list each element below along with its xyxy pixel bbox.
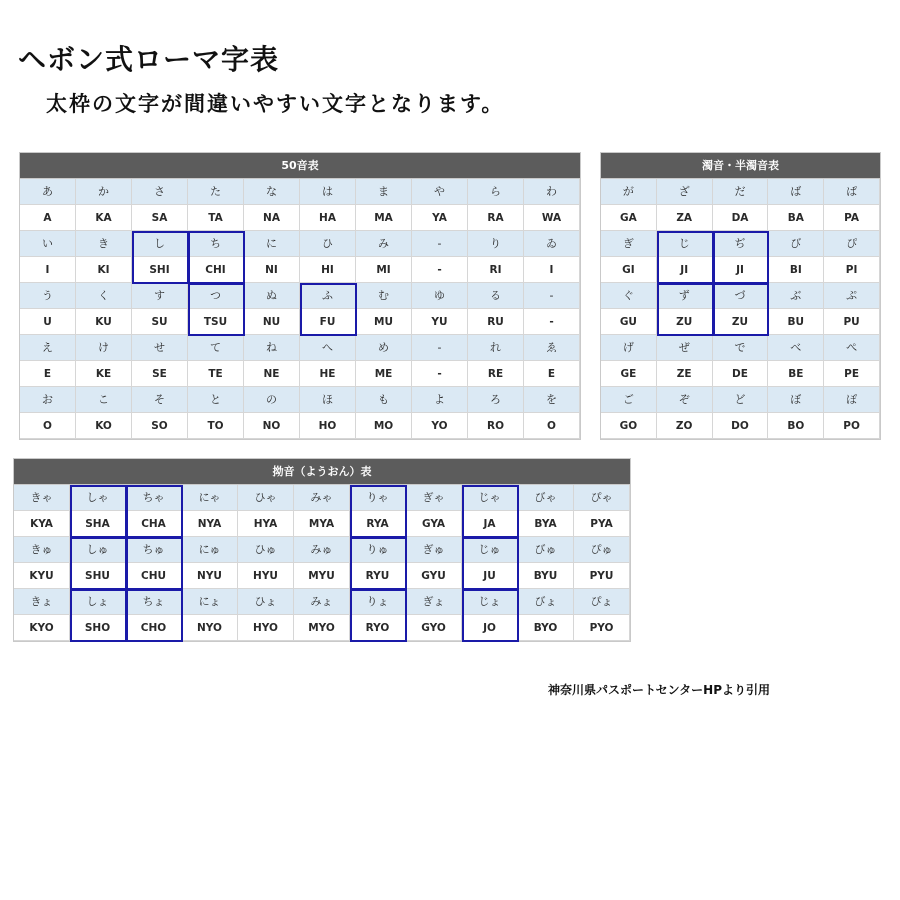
dakuon-romaji-cell: ZE [657, 361, 713, 387]
youon-kana-cell: ひゃ [238, 485, 294, 511]
youon-romaji-cell: HYA [238, 511, 294, 537]
gojuon-kana-cell: り [468, 231, 524, 257]
youon-kana-cell: びゃ [518, 485, 574, 511]
youon-romaji-cell: KYU [14, 563, 70, 589]
gojuon-kana-cell: ま [356, 179, 412, 205]
gojuon-kana-cell: ろ [468, 387, 524, 413]
source-citation: 神奈川県パスポートセンターHPより引用 [548, 683, 770, 697]
gojuon-romaji-cell: SHI [132, 257, 188, 283]
gojuon-romaji-cell: A [20, 205, 76, 231]
dakuon-table [600, 152, 881, 440]
youon-kana-cell: ぴゅ [574, 537, 630, 563]
dakuon-romaji-cell: BE [768, 361, 824, 387]
gojuon-kana-cell: か [76, 179, 132, 205]
gojuon-kana-cell: む [356, 283, 412, 309]
gojuon-romaji-cell: SU [132, 309, 188, 335]
gojuon-romaji-cell: WA [524, 205, 580, 231]
youon-romaji-cell: BYU [518, 563, 574, 589]
dakuon-romaji-cell: JI [657, 257, 713, 283]
dakuon-kana-cell: ず [657, 283, 713, 309]
youon-kana-cell: にゅ [182, 537, 238, 563]
gojuon-romaji-cell: NA [244, 205, 300, 231]
dakuon-kana-cell: ぷ [824, 283, 880, 309]
youon-romaji-cell: GYO [406, 615, 462, 641]
page-subtitle: 太枠の文字が間違いやすい文字となります。 [46, 92, 505, 116]
dakuon-romaji-cell: DA [713, 205, 769, 231]
dakuon-kana-cell: げ [601, 335, 657, 361]
dakuon-romaji-cell: PA [824, 205, 880, 231]
gojuon-romaji-cell: ME [356, 361, 412, 387]
gojuon-romaji-cell: HO [300, 413, 356, 439]
page-title: ヘボン式ローマ字表 [18, 43, 280, 76]
youon-romaji-cell: MYA [294, 511, 350, 537]
gojuon-romaji-cell: NO [244, 413, 300, 439]
dakuon-kana-cell: ぴ [824, 231, 880, 257]
gojuon-kana-cell: つ [188, 283, 244, 309]
youon-kana-cell: ぎょ [406, 589, 462, 615]
gojuon-romaji-cell: MO [356, 413, 412, 439]
youon-romaji-cell: BYO [518, 615, 574, 641]
youon-romaji-cell: PYA [574, 511, 630, 537]
gojuon-kana-cell: ぬ [244, 283, 300, 309]
gojuon-romaji-cell: U [20, 309, 76, 335]
gojuon-romaji-cell: HI [300, 257, 356, 283]
gojuon-kana-cell: た [188, 179, 244, 205]
youon-kana-cell: ちゃ [126, 485, 182, 511]
youon-romaji-cell: KYO [14, 615, 70, 641]
youon-kana-cell: ぴょ [574, 589, 630, 615]
gojuon-romaji-cell: I [524, 257, 580, 283]
gojuon-romaji-cell: MA [356, 205, 412, 231]
gojuon-romaji-cell: FU [300, 309, 356, 335]
youon-romaji-cell: CHA [126, 511, 182, 537]
gojuon-romaji-cell: E [20, 361, 76, 387]
gojuon-kana-cell: て [188, 335, 244, 361]
youon-romaji-cell: NYU [182, 563, 238, 589]
youon-romaji-cell: PYO [574, 615, 630, 641]
gojuon-romaji-cell: TO [188, 413, 244, 439]
dakuon-romaji-cell: ZO [657, 413, 713, 439]
youon-kana-cell: きょ [14, 589, 70, 615]
gojuon-romaji-cell: TSU [188, 309, 244, 335]
gojuon-romaji-cell: I [20, 257, 76, 283]
youon-kana-cell: にゃ [182, 485, 238, 511]
dakuon-kana-cell: ど [713, 387, 769, 413]
dakuon-romaji-cell: PU [824, 309, 880, 335]
gojuon-romaji-cell: RU [468, 309, 524, 335]
gojuon-romaji-cell: YO [412, 413, 468, 439]
gojuon-romaji-cell: KI [76, 257, 132, 283]
dakuon-kana-cell: ざ [657, 179, 713, 205]
dakuon-romaji-cell: PE [824, 361, 880, 387]
gojuon-romaji-cell: E [524, 361, 580, 387]
youon-romaji-cell: SHA [70, 511, 126, 537]
dakuon-kana-cell: が [601, 179, 657, 205]
youon-romaji-cell: JO [462, 615, 518, 641]
youon-romaji-cell: SHO [70, 615, 126, 641]
gojuon-romaji-cell: TE [188, 361, 244, 387]
youon-romaji-cell: GYU [406, 563, 462, 589]
gojuon-romaji-cell: KE [76, 361, 132, 387]
youon-romaji-cell: BYA [518, 511, 574, 537]
gojuon-kana-cell: め [356, 335, 412, 361]
gojuon-kana-cell: す [132, 283, 188, 309]
youon-kana-cell: びゅ [518, 537, 574, 563]
youon-kana-cell: みゅ [294, 537, 350, 563]
gojuon-romaji-cell: RE [468, 361, 524, 387]
youon-kana-cell: りゅ [350, 537, 406, 563]
gojuon-kana-cell: お [20, 387, 76, 413]
gojuon-kana-cell: の [244, 387, 300, 413]
gojuon-kana-cell: る [468, 283, 524, 309]
gojuon-romaji-cell: SE [132, 361, 188, 387]
youon-kana-cell: みゃ [294, 485, 350, 511]
dakuon-kana-cell: づ [713, 283, 769, 309]
gojuon-kana-cell: に [244, 231, 300, 257]
gojuon-romaji-cell: KA [76, 205, 132, 231]
youon-kana-cell: ぴゃ [574, 485, 630, 511]
youon-kana-cell: りょ [350, 589, 406, 615]
youon-romaji-cell: PYU [574, 563, 630, 589]
dakuon-kana-cell: ぼ [768, 387, 824, 413]
gojuon-romaji-cell: NU [244, 309, 300, 335]
gojuon-kana-cell: そ [132, 387, 188, 413]
gojuon-kana-cell: け [76, 335, 132, 361]
youon-kana-cell: ひゅ [238, 537, 294, 563]
dakuon-romaji-cell: GU [601, 309, 657, 335]
gojuon-kana-cell: - [412, 231, 468, 257]
gojuon-romaji-cell: RO [468, 413, 524, 439]
gojuon-kana-cell: わ [524, 179, 580, 205]
dakuon-kana-cell: ぞ [657, 387, 713, 413]
gojuon-kana-cell: ゐ [524, 231, 580, 257]
gojuon-romaji-cell: - [524, 309, 580, 335]
dakuon-romaji-cell: DE [713, 361, 769, 387]
dakuon-kana-cell: じ [657, 231, 713, 257]
gojuon-romaji-cell: - [412, 257, 468, 283]
dakuon-table-header: 濁音・半濁音表 [601, 153, 880, 178]
gojuon-romaji-cell: MU [356, 309, 412, 335]
dakuon-romaji-cell: GI [601, 257, 657, 283]
gojuon-kana-cell: な [244, 179, 300, 205]
youon-kana-cell: ちゅ [126, 537, 182, 563]
dakuon-romaji-cell: GE [601, 361, 657, 387]
youon-kana-cell: ちょ [126, 589, 182, 615]
gojuon-kana-cell: - [412, 335, 468, 361]
gojuon-kana-cell: や [412, 179, 468, 205]
gojuon-kana-cell: し [132, 231, 188, 257]
gojuon-kana-cell: と [188, 387, 244, 413]
youon-romaji-cell: CHU [126, 563, 182, 589]
gojuon-kana-cell: さ [132, 179, 188, 205]
gojuon-romaji-cell: NI [244, 257, 300, 283]
youon-romaji-cell: GYA [406, 511, 462, 537]
dakuon-romaji-cell: PO [824, 413, 880, 439]
dakuon-romaji-cell: JI [713, 257, 769, 283]
dakuon-kana-cell: び [768, 231, 824, 257]
dakuon-kana-cell: で [713, 335, 769, 361]
gojuon-romaji-cell: - [412, 361, 468, 387]
dakuon-kana-cell: ば [768, 179, 824, 205]
dakuon-kana-cell: ぶ [768, 283, 824, 309]
dakuon-romaji-cell: ZA [657, 205, 713, 231]
dakuon-romaji-cell: BO [768, 413, 824, 439]
gojuon-kana-cell: れ [468, 335, 524, 361]
gojuon-kana-cell: ほ [300, 387, 356, 413]
dakuon-kana-cell: ぐ [601, 283, 657, 309]
gojuon-kana-cell: ね [244, 335, 300, 361]
gojuon-romaji-cell: RA [468, 205, 524, 231]
youon-kana-cell: しゃ [70, 485, 126, 511]
gojuon-romaji-cell: TA [188, 205, 244, 231]
dakuon-romaji-cell: DO [713, 413, 769, 439]
youon-romaji-cell: HYO [238, 615, 294, 641]
youon-table [13, 458, 631, 642]
youon-romaji-cell: JU [462, 563, 518, 589]
dakuon-kana-cell: ぺ [824, 335, 880, 361]
gojuon-grid [20, 178, 580, 439]
gojuon-kana-cell: - [524, 283, 580, 309]
youon-kana-cell: じょ [462, 589, 518, 615]
gojuon-romaji-cell: MI [356, 257, 412, 283]
youon-romaji-cell: KYA [14, 511, 70, 537]
youon-romaji-cell: MYU [294, 563, 350, 589]
gojuon-kana-cell: を [524, 387, 580, 413]
youon-kana-cell: ぎゃ [406, 485, 462, 511]
gojuon-kana-cell: う [20, 283, 76, 309]
youon-kana-cell: しゅ [70, 537, 126, 563]
gojuon-kana-cell: え [20, 335, 76, 361]
dakuon-kana-cell: べ [768, 335, 824, 361]
dakuon-kana-cell: ぜ [657, 335, 713, 361]
gojuon-kana-cell: こ [76, 387, 132, 413]
youon-table-header: 拗音（ようおん）表 [14, 459, 630, 484]
dakuon-kana-cell: ご [601, 387, 657, 413]
gojuon-kana-cell: は [300, 179, 356, 205]
dakuon-kana-cell: ぢ [713, 231, 769, 257]
gojuon-kana-cell: ら [468, 179, 524, 205]
youon-romaji-cell: RYA [350, 511, 406, 537]
youon-grid [14, 484, 630, 641]
gojuon-romaji-cell: KO [76, 413, 132, 439]
youon-kana-cell: みょ [294, 589, 350, 615]
gojuon-romaji-cell: O [524, 413, 580, 439]
gojuon-kana-cell: よ [412, 387, 468, 413]
dakuon-kana-cell: だ [713, 179, 769, 205]
dakuon-grid [601, 178, 880, 439]
gojuon-romaji-cell: KU [76, 309, 132, 335]
gojuon-kana-cell: へ [300, 335, 356, 361]
dakuon-romaji-cell: GO [601, 413, 657, 439]
gojuon-table [19, 152, 581, 440]
gojuon-kana-cell: ち [188, 231, 244, 257]
gojuon-romaji-cell: CHI [188, 257, 244, 283]
youon-kana-cell: じゃ [462, 485, 518, 511]
dakuon-romaji-cell: BI [768, 257, 824, 283]
youon-kana-cell: ひょ [238, 589, 294, 615]
gojuon-kana-cell: せ [132, 335, 188, 361]
gojuon-romaji-cell: O [20, 413, 76, 439]
gojuon-kana-cell: ひ [300, 231, 356, 257]
dakuon-romaji-cell: ZU [713, 309, 769, 335]
gojuon-romaji-cell: NE [244, 361, 300, 387]
youon-romaji-cell: RYO [350, 615, 406, 641]
gojuon-romaji-cell: YU [412, 309, 468, 335]
youon-kana-cell: りゃ [350, 485, 406, 511]
gojuon-table-header: 50音表 [20, 153, 580, 178]
youon-kana-cell: きゅ [14, 537, 70, 563]
youon-kana-cell: ぎゅ [406, 537, 462, 563]
dakuon-romaji-cell: GA [601, 205, 657, 231]
youon-romaji-cell: MYO [294, 615, 350, 641]
youon-romaji-cell: JA [462, 511, 518, 537]
youon-kana-cell: しょ [70, 589, 126, 615]
youon-kana-cell: にょ [182, 589, 238, 615]
dakuon-romaji-cell: ZU [657, 309, 713, 335]
youon-kana-cell: びょ [518, 589, 574, 615]
gojuon-kana-cell: も [356, 387, 412, 413]
dakuon-kana-cell: ぽ [824, 387, 880, 413]
gojuon-kana-cell: ふ [300, 283, 356, 309]
gojuon-romaji-cell: SA [132, 205, 188, 231]
gojuon-kana-cell: あ [20, 179, 76, 205]
youon-romaji-cell: HYU [238, 563, 294, 589]
youon-kana-cell: じゅ [462, 537, 518, 563]
gojuon-kana-cell: く [76, 283, 132, 309]
youon-kana-cell: きゃ [14, 485, 70, 511]
gojuon-romaji-cell: YA [412, 205, 468, 231]
gojuon-romaji-cell: SO [132, 413, 188, 439]
youon-romaji-cell: SHU [70, 563, 126, 589]
gojuon-kana-cell: ゑ [524, 335, 580, 361]
gojuon-kana-cell: ゆ [412, 283, 468, 309]
gojuon-kana-cell: み [356, 231, 412, 257]
dakuon-kana-cell: ぱ [824, 179, 880, 205]
gojuon-romaji-cell: HA [300, 205, 356, 231]
youon-romaji-cell: CHO [126, 615, 182, 641]
dakuon-romaji-cell: BA [768, 205, 824, 231]
gojuon-kana-cell: き [76, 231, 132, 257]
gojuon-kana-cell: い [20, 231, 76, 257]
gojuon-romaji-cell: RI [468, 257, 524, 283]
dakuon-romaji-cell: BU [768, 309, 824, 335]
dakuon-kana-cell: ぎ [601, 231, 657, 257]
gojuon-romaji-cell: HE [300, 361, 356, 387]
youon-romaji-cell: NYA [182, 511, 238, 537]
youon-romaji-cell: RYU [350, 563, 406, 589]
dakuon-romaji-cell: PI [824, 257, 880, 283]
youon-romaji-cell: NYO [182, 615, 238, 641]
